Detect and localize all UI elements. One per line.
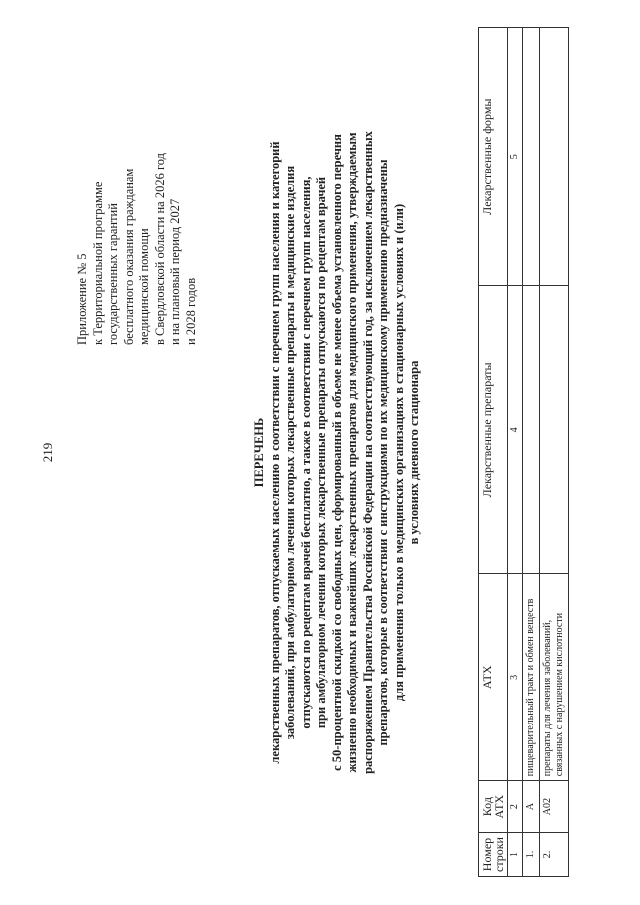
header-atc: АТХ	[479, 574, 508, 781]
appendix-note	[75, 45, 199, 345]
row-number: 2.	[540, 833, 569, 877]
column-number: 4	[508, 286, 523, 574]
heading-line: с 50-процентной скидкой со свободных цен, сформированный в объеме не менее объема установленного перечня	[329, 134, 344, 771]
heading-line: отпускаются по рецептам врачей бесплатно, а также в соответствии с перечнем групп населения,	[298, 176, 313, 729]
header-forms: Лекарственные формы	[479, 28, 508, 286]
appendix-line: к Территориальной программе	[90, 181, 105, 345]
heading-line: препаратов, которые в соответствии с инструкциями по их медицинскому применению предназначены	[376, 159, 390, 746]
table-row	[523, 28, 540, 877]
column-number: 3	[508, 574, 523, 781]
appendix-line: в Свердловской области на 2026 год	[152, 152, 167, 345]
appendix-line: государственных гарантий	[106, 203, 120, 345]
column-number: 2	[508, 781, 523, 833]
atc-code: A02	[540, 781, 569, 833]
appendix-line: бесплатного оказания гражданам	[121, 168, 136, 345]
table-header-row	[479, 28, 508, 877]
atc-code: A	[523, 781, 540, 833]
appendix-line: медицинской помощи	[137, 228, 151, 345]
atc-name: пищеварительный тракт и обмен веществ	[523, 574, 540, 781]
drug-names	[523, 286, 540, 574]
drug-names	[540, 286, 569, 574]
heading-line: лекарственных препаратов, отпускаемых населению в соответствии с перечнем групп населения и категорий	[267, 141, 282, 764]
page-number: 219	[40, 442, 55, 463]
row-number: 1.	[523, 833, 540, 877]
heading-line: распоряжением Правительства Российской Федерации на соответствующий год, за исключением лекарственных	[360, 131, 375, 774]
table-row	[540, 28, 569, 877]
drug-forms	[540, 28, 569, 286]
column-number-row	[508, 28, 523, 877]
heading-line: жизненно необходимых и важнейших лекарственных препаратов для медицинского применения, утверждаемым	[345, 132, 359, 773]
drug-forms	[523, 28, 540, 286]
heading-line: для применения только в медицинских организациях в стационарных условиях и (или)	[391, 203, 406, 702]
header-row-number: Номер строки	[479, 833, 508, 877]
document-heading	[252, 40, 423, 865]
heading-line: при амбулаторном лечении которых лекарственные препараты отпускаются по рецептам врачей	[314, 176, 328, 729]
header-atc-code: Код АТХ	[479, 781, 508, 833]
appendix-line: Приложение № 5	[75, 253, 89, 345]
column-number: 1	[508, 833, 523, 877]
drug-list-table	[478, 27, 569, 877]
header-drugs: Лекарственные препараты	[479, 286, 508, 574]
heading-line: заболеваний, при амбулаторном лечении которых лекарственные препараты и медицинские изделия	[283, 165, 297, 740]
appendix-line: и на плановый период 2027	[168, 198, 182, 345]
atc-name: препараты для лечения заболеваний, связанных с нарушением кислотности	[540, 574, 569, 781]
heading-title: ПЕРЕЧЕНЬ	[252, 417, 266, 488]
heading-line: в условиях дневного стационара	[407, 360, 421, 545]
appendix-line: и 2028 годов	[183, 277, 198, 345]
column-number: 5	[508, 28, 523, 286]
